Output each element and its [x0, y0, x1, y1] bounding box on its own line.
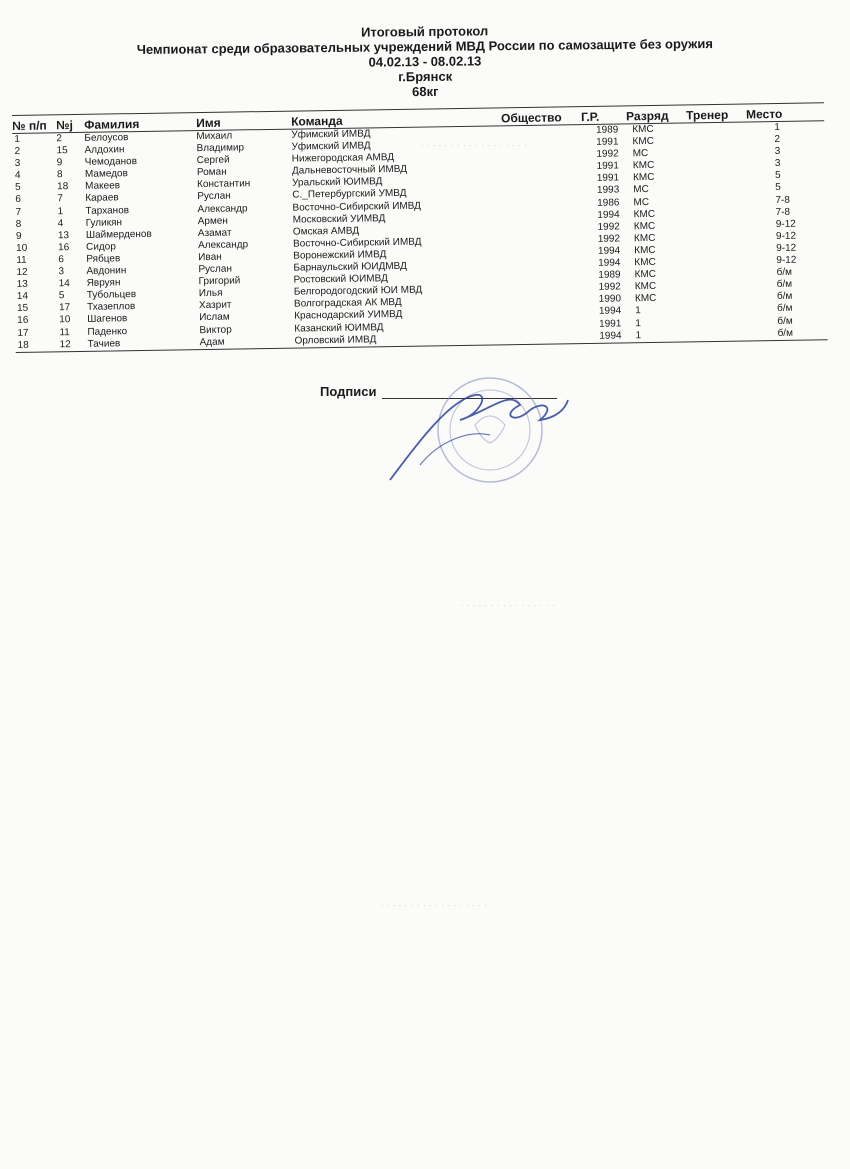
row-surname: Караев	[85, 192, 119, 205]
row-team: Краснодарский УИМВД	[294, 309, 403, 322]
row-team: Восточно-Сибирский ИМВД	[292, 236, 422, 250]
signature-area	[320, 380, 570, 500]
row-surname: Белоусов	[84, 132, 129, 144]
row-place: 7-8	[775, 206, 791, 218]
row-place: 2	[774, 134, 781, 146]
row-num: 8	[56, 169, 63, 181]
row-team: Белгородогодский ЮИ МВД	[293, 284, 423, 298]
row-num: 5	[58, 290, 65, 302]
row-name: Константин	[197, 178, 251, 191]
row-year: 1991	[596, 160, 619, 173]
row-team: Волгоградская АК МВД	[293, 297, 402, 310]
row-coach	[688, 268, 748, 281]
row-name: Иван	[198, 251, 222, 264]
row-idx: 18	[17, 339, 29, 351]
row-place: 9-12	[776, 254, 797, 267]
row-surname: Тубольцев	[86, 289, 137, 302]
event-name: Чемпионат среди образовательных учреждений МВД России по самозащите без оружия	[136, 35, 713, 58]
row-year: 1994	[597, 209, 620, 221]
row-name: Хазрит	[198, 299, 232, 312]
row-place: 3	[774, 158, 781, 170]
row-surname: Сидор	[85, 241, 116, 253]
row-coach	[688, 207, 748, 220]
row-place: б/м	[776, 266, 793, 279]
row-rank: КМС	[633, 220, 656, 232]
row-surname: Тхазеплов	[86, 301, 136, 314]
row-num: 4	[57, 217, 64, 229]
row-rank: КМС	[634, 281, 657, 293]
row-coach	[689, 292, 749, 305]
row-name: Григорий	[198, 275, 241, 288]
row-place: 9-12	[776, 242, 797, 254]
row-idx: 1	[14, 133, 21, 145]
row-idx: 5	[15, 182, 21, 194]
row-idx: 7	[15, 206, 22, 218]
row-name: Александр	[197, 239, 249, 251]
row-name: Александр	[197, 202, 248, 215]
row-surname: Мамедов	[84, 168, 128, 181]
row-coach	[689, 304, 749, 317]
row-rank: КМС	[634, 244, 656, 257]
results-table	[12, 102, 828, 352]
row-num: 1	[57, 205, 64, 217]
row-idx: 12	[16, 266, 28, 278]
row-idx: 9	[15, 230, 22, 242]
row-coach	[688, 219, 748, 232]
row-idx: 13	[16, 278, 28, 291]
row-rank: КМС	[634, 269, 657, 281]
row-place: 9-12	[775, 230, 797, 242]
row-team: Восточно-Сибирский ИМВД	[292, 200, 421, 214]
row-num: 10	[59, 314, 71, 326]
row-num: 14	[58, 278, 70, 290]
row-team: Московский УИМВД	[292, 212, 386, 226]
row-surname: Гуликян	[85, 216, 123, 229]
row-rank: КМС	[633, 208, 656, 220]
row-place: б/м	[777, 327, 793, 339]
bleed-through-text: · · · · · · · · · · · · · · · ·	[460, 600, 555, 611]
row-coach	[687, 159, 747, 172]
weight-category: 68кг	[412, 83, 439, 100]
row-coach	[686, 122, 746, 135]
event-city: г.Брянск	[398, 68, 453, 85]
row-place: б/м	[777, 315, 793, 327]
row-place: б/м	[776, 278, 793, 291]
row-surname: Тачиев	[87, 337, 121, 350]
row-idx: 16	[17, 315, 29, 327]
col-place-header: Место	[745, 106, 783, 122]
row-name: Руслан	[197, 191, 231, 203]
row-coach	[687, 147, 747, 160]
row-team: Уфимский ИМВД	[291, 128, 371, 141]
row-year: 1992	[598, 281, 621, 294]
row-team: Ростовский ЮИМВД	[293, 273, 388, 286]
row-place: б/м	[777, 303, 793, 315]
row-place: 3	[774, 146, 781, 158]
col-year-header: Г.Р.	[580, 109, 600, 125]
row-surname: Макеев	[85, 180, 121, 193]
row-rank: КМС	[633, 232, 656, 245]
row-num: 3	[58, 266, 65, 278]
row-place: 7-8	[775, 194, 790, 206]
row-place: 9-12	[775, 218, 796, 230]
row-surname: Авдонин	[86, 265, 127, 277]
col-surname-header: Фамилия	[84, 117, 140, 132]
row-name: Руслан	[198, 263, 233, 276]
row-idx: 2	[14, 145, 21, 158]
row-num: 11	[59, 326, 70, 338]
row-coach	[689, 280, 749, 293]
bleed-through-text: · · · · · · · · · · · · · · · · · ·	[420, 140, 528, 151]
row-year: 1991	[596, 172, 620, 185]
row-team: С._Петербургский УМВД	[292, 188, 407, 202]
row-team: Казанский ЮИМВД	[294, 321, 384, 335]
row-coach	[688, 243, 748, 256]
row-rank: МС	[633, 184, 649, 196]
row-society	[504, 331, 584, 344]
row-surname: Паденко	[87, 325, 128, 338]
row-rank: 1	[635, 305, 641, 317]
row-name: Ислам	[199, 312, 230, 324]
row-coach	[686, 135, 746, 148]
row-coach	[687, 171, 747, 184]
row-rank: 1	[635, 329, 642, 341]
row-year: 1993	[596, 184, 620, 197]
row-idx: 11	[16, 254, 27, 266]
row-rank: 1	[635, 317, 641, 329]
row-name: Владимир	[196, 142, 245, 155]
row-rank: КМС	[632, 160, 655, 172]
row-coach	[687, 183, 747, 196]
row-team: Дальневосточный ИМВД	[291, 164, 408, 177]
col-coach-header: Тренер	[685, 107, 729, 123]
row-place: 5	[775, 182, 781, 194]
row-idx: 3	[14, 158, 21, 170]
row-coach	[688, 255, 748, 268]
row-surname: Чемоданов	[84, 156, 138, 169]
row-year: 1992	[597, 221, 620, 233]
official-stamp-with-signature	[380, 370, 570, 490]
event-dates: 04.02.13 - 08.02.13	[368, 53, 482, 70]
row-num: 9	[56, 157, 63, 169]
row-year: 1990	[598, 293, 622, 306]
row-name: Азамат	[197, 227, 232, 239]
row-name: Михаил	[196, 130, 233, 143]
row-num: 15	[56, 145, 68, 157]
row-year: 1992	[596, 148, 619, 161]
row-name: Виктор	[199, 324, 232, 336]
row-surname: Рябцев	[86, 253, 121, 265]
row-rank: КМС	[632, 172, 655, 184]
row-year: 1994	[597, 245, 621, 257]
row-year: 1986	[597, 197, 620, 209]
row-team: Орловский ИМВД	[294, 333, 377, 347]
row-rank: КМС	[634, 256, 656, 269]
row-surname: Шагенов	[87, 313, 128, 326]
row-name: Адам	[199, 336, 225, 348]
row-rank: МС	[633, 196, 650, 208]
row-rank: МС	[632, 148, 649, 160]
row-year: 1989	[595, 124, 619, 136]
row-place: 1	[774, 121, 780, 134]
row-year: 1991	[596, 136, 619, 148]
row-num: 17	[58, 302, 71, 314]
row-surname: Тарханов	[85, 204, 130, 217]
row-idx: 15	[16, 303, 29, 315]
row-team: Уфимский ИМВД	[291, 140, 371, 153]
row-idx: 4	[14, 170, 21, 182]
row-year: 1994	[598, 257, 621, 269]
row-num: 6	[58, 254, 64, 266]
row-team: Омская АМВД	[292, 225, 360, 238]
row-team: Воронежский ИМВД	[293, 249, 387, 262]
row-surname: Явруян	[86, 277, 121, 289]
row-name: Роман	[196, 166, 227, 179]
col-num-header: №j	[56, 118, 73, 133]
signature-label: Подписи	[320, 384, 377, 399]
document-header	[0, 20, 850, 104]
row-num: 2	[56, 133, 63, 145]
col-idx-header: № п/п	[12, 118, 47, 133]
row-coach	[689, 328, 749, 341]
row-year: 1992	[597, 233, 621, 245]
row-coach	[688, 231, 748, 244]
row-team: Нижегородская АМВД	[291, 152, 395, 165]
row-rank: КМС	[632, 123, 654, 136]
row-name: Армен	[197, 215, 228, 227]
row-year: 1994	[598, 305, 622, 318]
row-rank: КМС	[634, 293, 657, 305]
row-rank: КМС	[632, 136, 654, 148]
bleed-through-text: · · · · · · · · · · · · · · · · · ·	[380, 900, 488, 911]
row-num: 18	[57, 181, 69, 193]
row-idx: 14	[16, 290, 29, 303]
row-place: 5	[774, 170, 781, 182]
row-idx: 6	[15, 194, 21, 206]
row-surname: Алдохин	[84, 144, 125, 156]
row-team: Барнаульский ЮИДМВД	[293, 260, 407, 274]
row-num: 16	[58, 241, 70, 254]
row-num: 13	[57, 229, 70, 242]
col-society-header: Общество	[501, 110, 562, 126]
col-name-header: Имя	[196, 115, 221, 131]
row-surname: Шаймерденов	[85, 228, 152, 241]
row-coach	[689, 316, 749, 329]
col-rank-header: Разряд	[625, 108, 669, 124]
row-year: 1989	[598, 269, 621, 281]
row-name: Сергей	[196, 154, 230, 167]
row-year: 1991	[599, 317, 622, 330]
col-team-header: Команда	[291, 113, 343, 129]
table-body	[12, 121, 827, 351]
row-coach	[687, 195, 747, 208]
row-team: Уральский ЮИМВД	[292, 176, 383, 189]
row-idx: 17	[17, 327, 29, 339]
row-idx: 8	[15, 218, 22, 230]
row-year: 1994	[599, 330, 622, 342]
row-name: Илья	[198, 287, 223, 300]
row-num: 12	[59, 338, 71, 350]
row-num: 7	[57, 193, 63, 205]
row-idx: 10	[16, 242, 28, 254]
document-title: Итоговый протокол	[361, 23, 489, 40]
row-place: б/м	[776, 291, 793, 303]
